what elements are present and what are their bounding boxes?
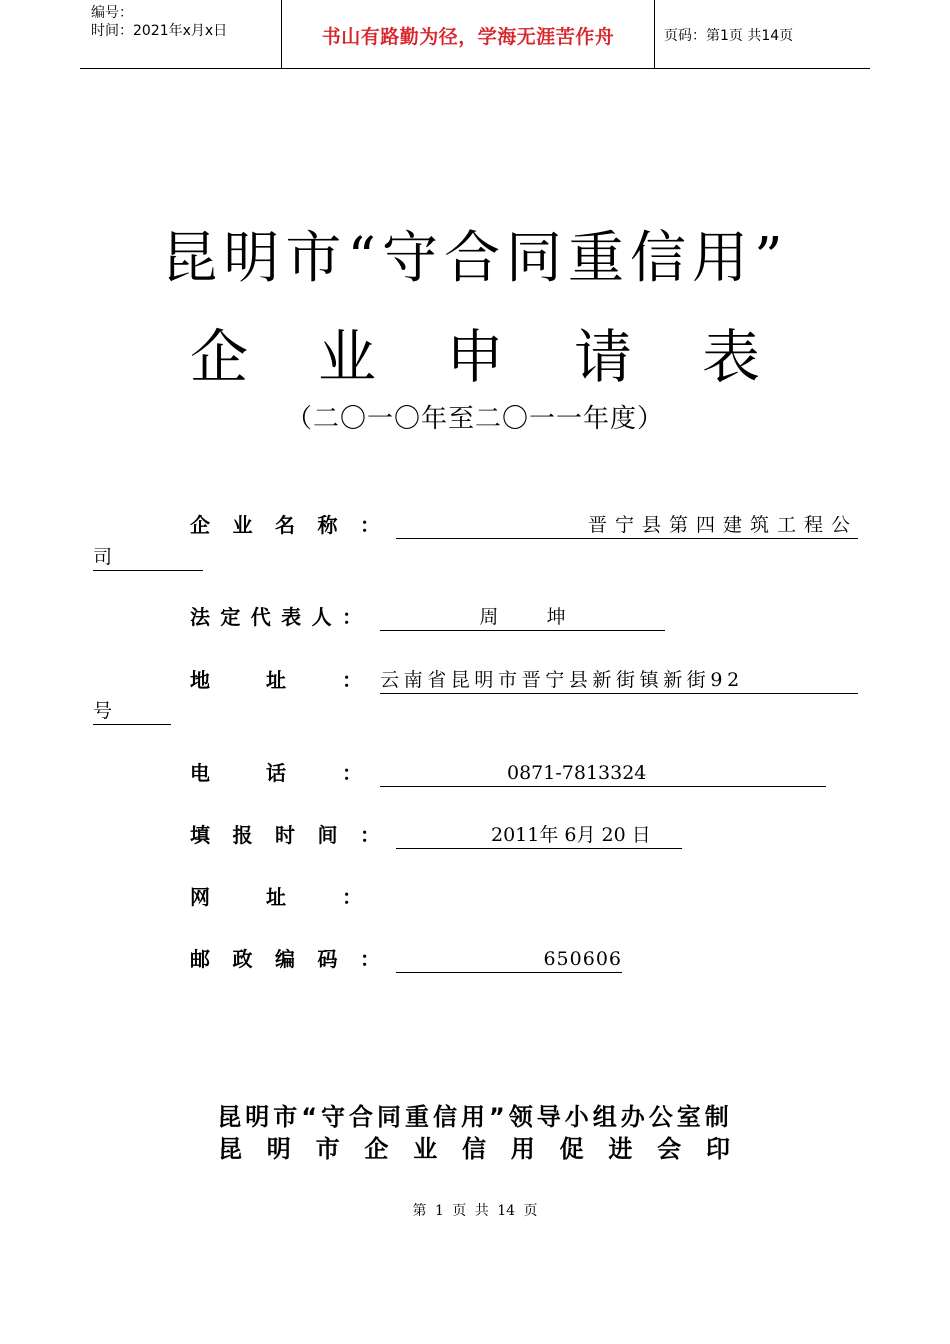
address-field-continued[interactable]: 号: [93, 698, 171, 725]
company-name-field[interactable]: 晋宁县第四建筑工程公: [396, 512, 858, 539]
filing-date-label: 填 报 时 间 ：: [190, 823, 380, 847]
document-title: 昆明市“守合同重信用”: [161, 226, 789, 291]
website-label: 网 址 ：: [190, 885, 362, 909]
header-divider: [654, 0, 655, 68]
header-meta: [91, 4, 227, 40]
number-label: 编号：: [91, 5, 133, 21]
page-number: 第 1 页 共 14 页: [412, 1203, 538, 1219]
printer-line: 昆 明 市 企 业 信 用 促 进 会 印: [218, 1135, 730, 1163]
postal-code-field[interactable]: 650606: [396, 946, 622, 973]
page-header: [80, 0, 870, 69]
time-label: 时间：2021年x月x日: [91, 23, 228, 39]
company-name-label: 企 业 名 称 ：: [190, 513, 380, 537]
document-year-range: （二〇一〇年至二〇一一年度）: [285, 404, 664, 434]
company-name-field-continued[interactable]: 司: [93, 544, 203, 571]
phone-field[interactable]: 0871-7813324: [380, 760, 826, 787]
legal-representative-field[interactable]: 周 坤: [380, 604, 665, 631]
legal-representative-label: 法 定 代 表 人 ：: [190, 605, 362, 629]
address-label: 地 址 ：: [190, 668, 362, 692]
document-subtitle: 企 业 申 请 表: [190, 323, 760, 391]
issuer-line: 昆明市“守合同重信用”领导小组办公室制: [217, 1103, 733, 1131]
header-motto: 书山有路勤为径，学海无涯苦作舟: [321, 26, 615, 48]
phone-label: 电 话 ：: [190, 761, 362, 785]
filing-date-field[interactable]: 2011年 6月 20 日: [396, 822, 682, 849]
address-field[interactable]: 云南省昆明市晋宁县新街镇新街92: [380, 667, 858, 694]
header-page-info: 页码：第1页 共14页: [664, 28, 794, 44]
postal-code-label: 邮 政 编 码 ：: [190, 947, 380, 971]
